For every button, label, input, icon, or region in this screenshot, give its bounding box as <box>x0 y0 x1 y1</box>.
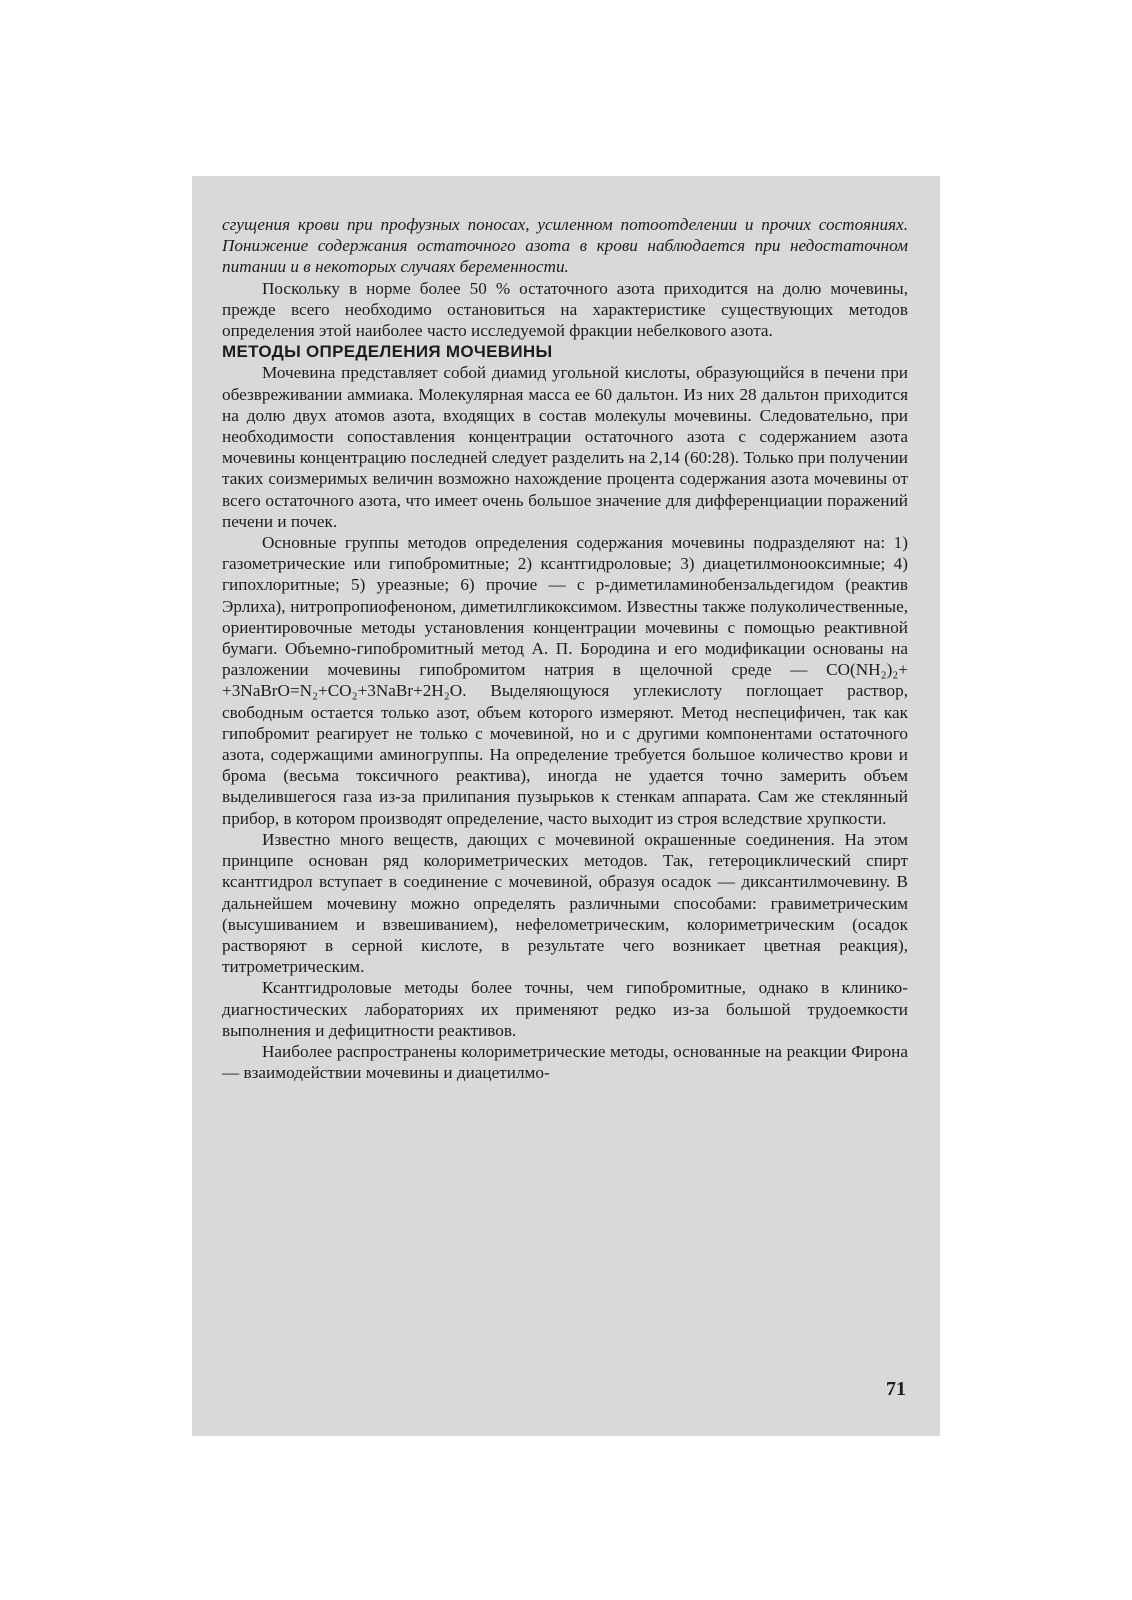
page-number: 71 <box>886 1378 906 1400</box>
paragraph-5: Известно много веществ, дающих с мочевиной окрашенные соединения. На этом принципе основан ряд колориметрических методов. Так, гетероциклический спирт ксантгидрол вступает в соединение с мочевиной, образуя осадок — диксантилмочевину. В дальнейшем мочевину можно определять различными способами: гравиметрическим (высушиванием и взвешиванием), нефелометрическим, колориметрическим (осадок растворяют в серной кислоте, в результате чего возникает цветная реакция), титрометрическим. <box>222 829 908 977</box>
section-heading: МЕТОДЫ ОПРЕДЕЛЕНИЯ МОЧЕВИНЫ <box>222 342 553 362</box>
page-body <box>222 214 908 1083</box>
scanned-page <box>192 176 940 1436</box>
paragraph-6: Ксантгидроловые методы более точны, чем гипобромитные, однако в клинико-диагностических лабораториях их применяют редко из-за большой трудоемкости выполнения и дефицитности реактивов. <box>222 978 908 1040</box>
paragraph-3: Мочевина представляет собой диамид угольной кислоты, образующийся в печени при обезвреживании аммиака. Молекулярная масса ее 60 дальтон. Из них 28 дальтон приходится на долю двух атомов азота, входящих в состав молекулы мочевины. Следовательно, при необходимости сопоставления концентрации остаточного азота с содержанием азота мочевины концентрацию последней следует разделить на 2,14 (60:28). Только при получении таких соизмеримых величин возможно нахождение процента содержания азота мочевины от всего остаточного азота, что имеет очень большое значение для дифференциации поражений печени и почек. <box>222 363 908 531</box>
paragraph-4: Основные группы методов определения содержания мочевины подразделяют на: 1) газометрические или гипобромитные; 2) ксантгидроловые; 3) диацетилмонооксимные; 4) гипохлоритные; 5) уреазные; 6) прочие — с р-диметиламинобензальдегидом (реактив Эрлиха), нитропропиофеноном, диметилгликоксимом. Известны также полуколичественные, ориентировочные методы установления концентрации мочевины с помощью реактивной бумаги. Объемно-гипобромитный метод А. П. Бородина и его модификации основаны на разложении мочевины гипобромитом натрия в щелочной среде — CO(NH₂)₂+ +3NaBrO=N₂+CO₂+3NaBr+2H₂O. Выделяющуюся углекислоту поглощает раствор, свободным остается только азот, объем которого измеряют. Метод неспецифичен, так как гипобромит реагирует не только с мочевиной, но и с другими компонентами остаточного азота, содержащими аминогруппы. На определение требуется большое количество крови и брома (весьма токсичного реактива), иногда не удается точно замерить объем выделившегося газа из-за прилипания пузырьков к стенкам аппарата. Сам же стеклянный прибор, в котором производят определение, часто выходит из строя вследствие хрупкости. <box>222 533 908 828</box>
paragraph-2: Поскольку в норме более 50 % остаточного азота приходится на долю мочевины, прежде всего необходимо остановиться на характеристике существующих методов определения этой наиболее часто исследуемой фракции небелкового азота. <box>222 278 908 341</box>
paragraph-7: Наиболее распространены колориметрические методы, основанные на реакции Фирона — взаимодействии мочевины и диацетилмо- <box>222 1041 908 1083</box>
paragraph-1: сгущения крови при профузных поносах, усиленном потоотделении и прочих состояниях. Понижение содержания остаточного азота в крови наблюдается при недостаточном питании и в некоторых случаях беременности. <box>222 215 908 277</box>
